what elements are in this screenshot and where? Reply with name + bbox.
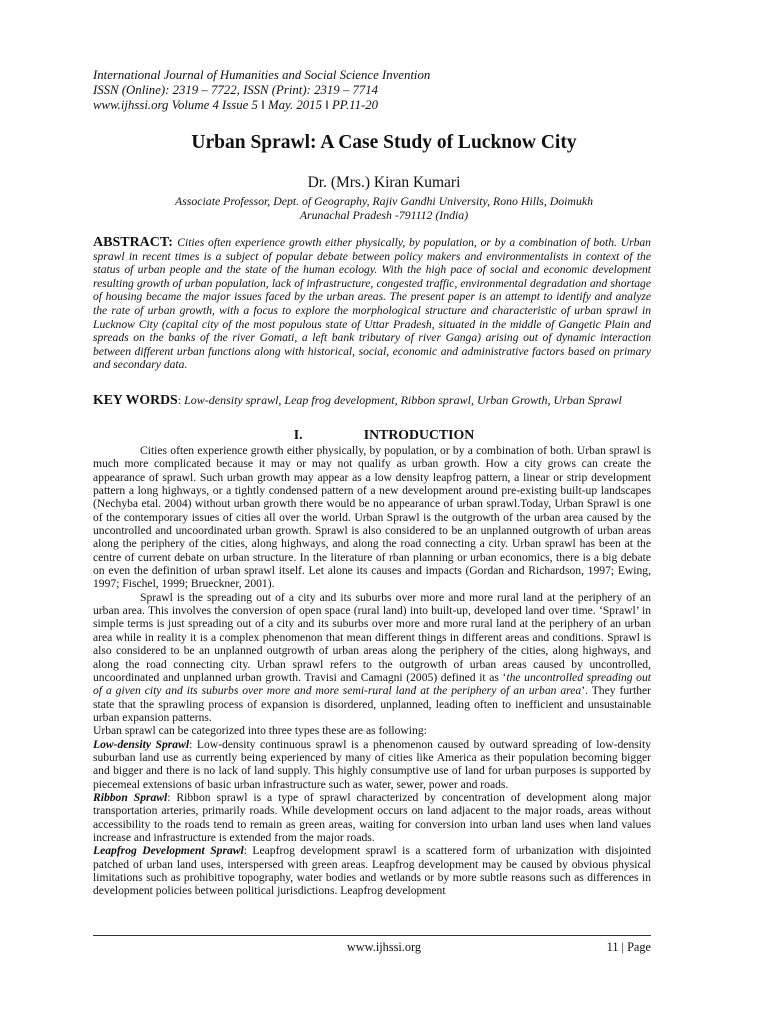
paragraph-2: Sprawl is the spreading out of a city and its suburbs over more and more rural land at the periphery of an urban area. This involves the conversion of open space (rural land) into built-up, developed land over time. ‘Sprawl’ in simple terms is just spreading out of a city and its suburbs over more and more rural land at the periphery of an urban area while in reality it is a complex phenomenon that mean different things in different areas and conditions. Sprawl is also considered to be an unplanned outgrowth of urban areas along the periphery of the cities, along highways, and along the road connecting city. Urban sprawl refers to the outgrowth of urban areas caused by uncontrolled, uncoordinated and unplanned urban growth. Travisi and Camagni (2005) defined it as ‘the uncontrolled spreading out of a given city and its suburbs over more and more semi-rural land at the periphery of an urban area’. They further state that the sprawling process of expansion is disordered, unplanned, leading often to inefficient and unsustainable urban expansion patterns. <box>93 590 652 724</box>
paragraph-1: Cities often experience growth either physically, by population, or by a combination of both. Urban sprawl is much more complicated because it may or may not qualify as urban growth. How a city grows can create the appearance of sprawl. Such urban growth may appear as a low density leapfrog pattern, a linear or strip development pattern a long highways, or a tightly condensed pattern of a new development around pre-existing built-up landscapes (Nechyba etal. 2004) without urban growth there would be no appearance of urban sprawl.Today, Urban Sprawl is one of the contemporary issues of cities all over the world. Urban Sprawl is the outgrowth of the urban area caused by the uncontrolled and uncoordinated urban growth. Sprawl is also considered to be an unplanned outgrowth of urban areas along the periphery of the cities, along highways, and along the road connecting a city. Urban sprawl has been at the centre of current debate on urban structure. In the literature of rban planning or urban economics, there is a big debate on even the definition of urban sprawl itself. Let alone its causes and impacts (Gordan and Richardson, 1997; Ewing, 1997; Fischel, 1999; Brueckner, 2001). <box>93 444 651 591</box>
paragraph-ribbon: Ribbon Sprawl: Ribbon sprawl is a type of sprawl characterized by concentration of development along major transportation arteries, primarily roads. While development occurs on land adjacent to the major roads, areas without accessibility to the roads tend to remain as green areas, waiting for conversion into urban land uses when land values increase and infrastructure is extended from the major roads. <box>93 790 651 844</box>
abstract-text: Cities often experience growth either physically, by population, or by a combination of both. Urban sprawl in recent times is a subject of popular debate between policy makers and environmentalists in context of the status of urban people and the state of the human ecology. With the high pace of social and economic development resulting growth of urban population, lack of infrastructure, congested traffic, environmental degradation and shortage of housing became the major issues faced by the urban areas. The present paper is an attempt to identify and analyze the rate of urban growth, with a focus to explore the morphological structure and characteristic of urban sprawl in Lucknow City (capital city of the most populous state of Uttar Pradesh, situated in the middle of Gangetic Plain and spreads on the banks of the river Gomati, a left bank tributary of river Ganga) arising out of dynamic interaction between different urban functions along with historical, social, economic and administrative factors based on primary and secondary data. <box>93 236 651 372</box>
journal-name: International Journal of Humanities and Social Science Invention <box>93 68 431 82</box>
journal-volume: www.ijhssi.org Volume 4 Issue 5 ǁ May. 2015 ǁ PP.11-20 <box>93 98 379 112</box>
ribbon-label: Ribbon Sprawl <box>93 790 168 804</box>
keywords-text: Low-density sprawl, Leap frog development, Ribbon sprawl, Urban Growth, Urban Sprawl <box>184 393 622 407</box>
footer-site: www.ijhssi.org <box>346 940 422 954</box>
leapfrog-label: Leapfrog Development Sprawl <box>93 844 244 858</box>
quoted-definition: the uncontrolled spreading out of a given city and its suburbs over more and more semi-rural land at the periphery of an urban area <box>93 670 651 698</box>
section-heading <box>0 427 768 443</box>
body-text <box>93 444 651 898</box>
author-name: Dr. (Mrs.) Kiran Kumari <box>307 174 461 191</box>
footer-divider <box>93 935 651 936</box>
paragraph-low-density: Low-density Sprawl: Low-density continuous sprawl is a phenomenon caused by outward spreading of low-density suburban land use as currently being experienced by many of cities like America as their population becoming bigger and bigger and there is no lack of land supply. This highly consumptive use of land for urban purposes is supported by piecemeal extensions of basic urban infrastructure such as water, sewer, power and roads. <box>93 737 652 791</box>
paragraph-leapfrog: Leapfrog Development Sprawl: Leapfrog development sprawl is a scattered form of urbanization with disjointed patched of urban land uses, interspersed with green areas. Leapfrog development may be caused by obvious physical limitations such as prohibitive topography, water bodies and wetlands or by more subtle reasons such as differences in development policies between political jurisdictions. Leapfrog development <box>93 844 652 898</box>
journal-issn: ISSN (Online): 2319 – 7722, ISSN (Print): 2319 – 7714 <box>93 83 379 97</box>
low-density-label: Low-density Sprawl <box>93 737 190 751</box>
author-affiliation <box>0 194 768 222</box>
affiliation-line-1: Associate Professor, Dept. of Geography, Rajiv Gandhi University, Rono Hills, Doimukh <box>175 194 593 208</box>
footer-page-number: 11 | Page <box>606 940 651 954</box>
journal-header <box>93 68 430 113</box>
paper-title: Urban Sprawl: A Case Study of Lucknow City <box>191 132 577 153</box>
affiliation-line-2: Arunachal Pradesh -791112 (India) <box>299 208 469 222</box>
section-title: INTRODUCTION <box>363 427 475 442</box>
section-number: I. <box>293 427 303 442</box>
abstract: ABSTRACT: Cities often experience growth either physically, by population, or by a combination of both. Urban sprawl in recent times is a subject of popular debate between policy makers and environmentalists in context of the status of urban people and the state of the human ecology. With the high pace of social and economic development resulting growth of urban population, lack of infrastructure, congested traffic, environmental degradation and shortage of housing became the major issues faced by the urban areas. The present paper is an attempt to identify and analyze the rate of urban growth, with a focus to explore the morphological structure and characteristic of urban sprawl in Lucknow City (capital city of the most populous state of Uttar Pradesh, situated in the middle of Gangetic Plain and spreads on the banks of the river Gomati, a left bank tributary of river Ganga) arising out of dynamic interaction between different urban functions along with historical, social, economic and administrative factors based on primary and secondary data. <box>93 235 651 372</box>
keywords: KEY WORDS: Low-density sprawl, Leap frog development, Ribbon sprawl, Urban Growth, Urban Sprawl <box>93 392 622 407</box>
paragraph-3: Urban sprawl can be categorized into three types these are as following: <box>93 724 427 738</box>
abstract-label: ABSTRACT <box>93 235 169 250</box>
keywords-label: KEY WORDS <box>93 392 178 407</box>
